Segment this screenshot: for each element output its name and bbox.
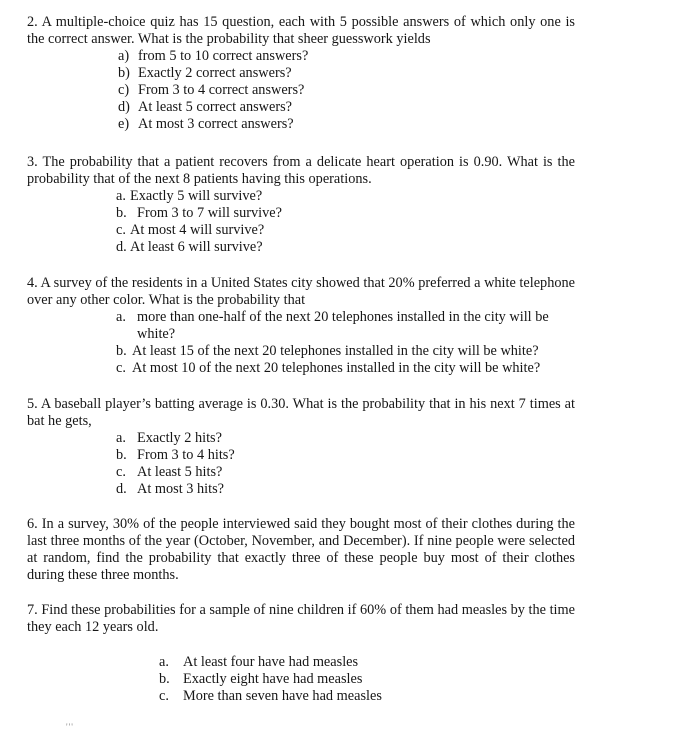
option-marker: d) (118, 99, 130, 115)
option-2a (118, 48, 575, 65)
option-7b (159, 671, 575, 688)
option-marker: c. (116, 360, 126, 376)
option-text: At most 3 hits? (137, 481, 224, 497)
option-marker: d. (116, 481, 127, 497)
option-text: At most 4 will survive? (130, 222, 265, 238)
question-4 (27, 275, 575, 377)
option-text: Exactly eight have had measles (183, 671, 363, 687)
question-3 (27, 154, 575, 256)
option-text: At most 10 of the next 20 telephones installed in the city will be white? (132, 360, 541, 376)
option-marker: b. (159, 671, 170, 687)
option-marker: c) (118, 82, 130, 98)
option-marker: b. (116, 205, 127, 221)
question-7 (27, 602, 575, 705)
option-2e (118, 116, 575, 133)
question-3-stem: 3. The probability that a patient recovers from a delicate heart operation is 0.90. What is the probability that of the next 8 patients having this operations. (27, 154, 575, 187)
option-marker: a. (159, 654, 169, 670)
option-text: Exactly 2 hits? (137, 430, 222, 446)
option-marker: c. (116, 222, 126, 238)
option-marker: a. (116, 309, 126, 325)
option-text: More than seven have had measles (183, 688, 382, 704)
question-5-stem: 5. A baseball player’s batting average is 0.30. What is the probability that in his next 7 times at bat he gets, (27, 396, 575, 429)
question-4-stem: 4. A survey of the residents in a United States city showed that 20% preferred a white telephone over any other color. What is the probability that (27, 275, 575, 308)
option-text: At least 5 hits? (137, 464, 223, 480)
option-5d (116, 481, 575, 498)
option-marker: c. (159, 688, 169, 704)
option-text: At least 6 will survive? (130, 239, 263, 255)
question-6 (27, 516, 575, 584)
question-7-options (159, 654, 575, 705)
option-text: From 3 to 4 correct answers? (138, 82, 305, 98)
question-5-options (116, 430, 575, 498)
question-2-stem: 2. A multiple-choice quiz has 15 question, each with 5 possible answers of which only one is the correct answer. What is the probability that sheer guesswork yields (27, 14, 575, 47)
option-4a (116, 309, 580, 343)
option-7c (159, 688, 575, 705)
option-marker: a. (116, 430, 126, 446)
option-marker: b. (116, 447, 127, 463)
question-2-options (118, 48, 575, 133)
page-continuation-mark: ''' (66, 722, 74, 732)
question-4-options (116, 309, 580, 377)
question-6-stem: 6. In a survey, 30% of the people interviewed said they bought most of their clothes during the last three months of the year (October, November, and December). If nine people were selected at random, find the probability that exactly three of these people buy most of their clothes during these three months. (27, 516, 575, 583)
option-3a (116, 188, 575, 205)
option-text: Exactly 5 will survive? (130, 188, 263, 204)
option-text: At least four have had measles (183, 654, 359, 670)
option-2b (118, 65, 575, 82)
option-5a (116, 430, 575, 447)
option-3d (116, 239, 575, 256)
option-marker: b) (118, 65, 130, 81)
question-2 (27, 14, 575, 133)
option-marker: b. (116, 343, 127, 359)
option-7a (159, 654, 575, 671)
option-5b (116, 447, 575, 464)
option-marker: a. (116, 188, 126, 204)
option-5c (116, 464, 575, 481)
option-text: At least 5 correct answers? (138, 99, 293, 115)
question-7-stem: 7. Find these probabilities for a sample of nine children if 60% of them had measles by the time they each 12 years old. (27, 602, 575, 635)
option-3b (116, 205, 575, 222)
option-4b (116, 343, 580, 360)
option-3c (116, 222, 575, 239)
question-3-options (116, 188, 575, 256)
option-text: At most 3 correct answers? (138, 116, 294, 132)
option-marker: c. (116, 464, 126, 480)
option-text: from 5 to 10 correct answers? (138, 48, 309, 64)
option-text: At least 15 of the next 20 telephones installed in the city will be white? (132, 343, 539, 359)
option-marker: d. (116, 239, 127, 255)
option-text: Exactly 2 correct answers? (138, 65, 292, 81)
option-2c (118, 82, 575, 99)
option-4c (116, 360, 580, 377)
option-text: From 3 to 4 hits? (137, 447, 235, 463)
question-5 (27, 396, 575, 498)
option-text: more than one-half of the next 20 telephones installed in the city will be white? (137, 309, 549, 342)
option-marker: e) (118, 116, 130, 132)
option-2d (118, 99, 575, 116)
option-marker: a) (118, 48, 130, 64)
option-text: From 3 to 7 will survive? (137, 205, 282, 221)
